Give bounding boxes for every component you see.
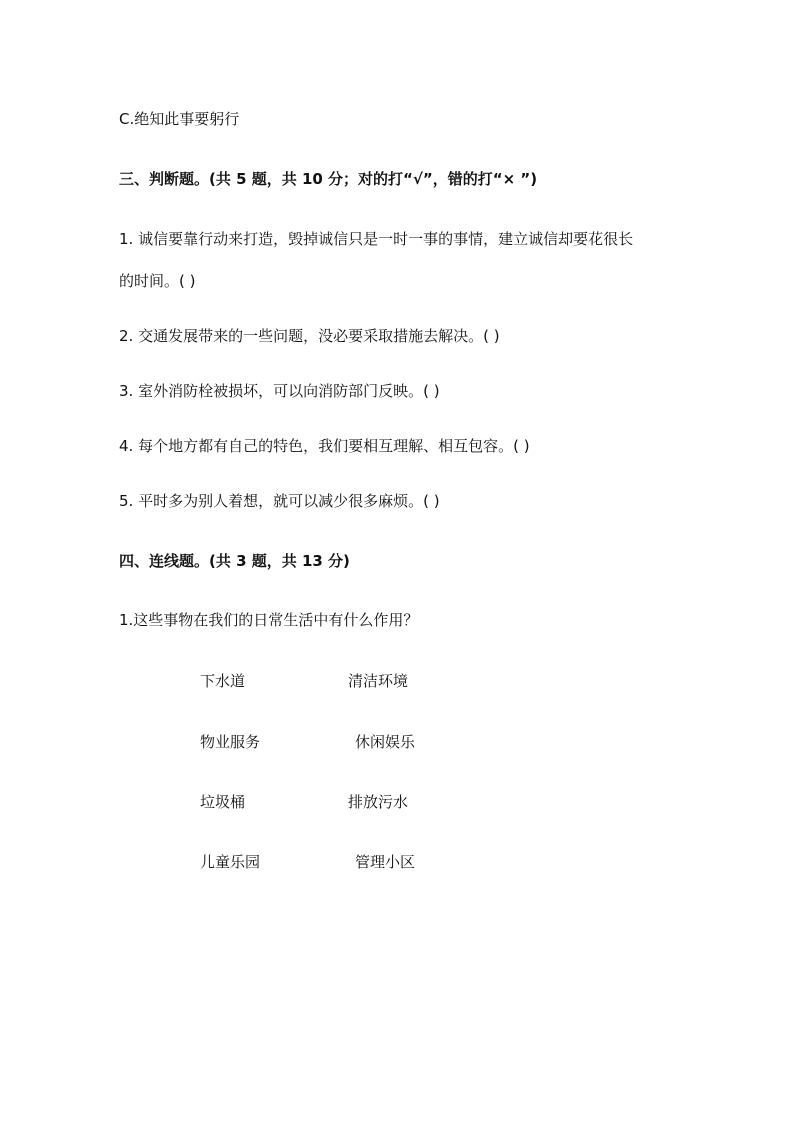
judgment-item-4: 4. 每个地方都有自己的特色，我们要相互理解、相互包容。( ) xyxy=(119,437,530,455)
matching-right-item: 排放污水 xyxy=(348,793,409,811)
section-4-heading: 四、连线题。(共 3 题，共 13 分) xyxy=(119,552,350,570)
matching-left-item: 垃圾桶 xyxy=(200,793,246,811)
previous-option-c: C.绝知此事要躬行 xyxy=(119,110,240,128)
matching-right-item: 管理小区 xyxy=(355,853,416,871)
matching-question-1: 1.这些事物在我们的日常生活中有什么作用？ xyxy=(119,611,419,629)
judgment-item-1-line-2: 的时间。( ) xyxy=(119,272,196,290)
judgment-item-1-line-1: 1. 诚信要靠行动来打造，毁掉诚信只是一时一事的事情，建立诚信却要花很长 xyxy=(119,230,634,248)
matching-left-item: 下水道 xyxy=(200,672,246,690)
section-3-heading: 三、判断题。(共 5 题，共 10 分；对的打“√”，错的打“× ”) xyxy=(119,170,538,188)
judgment-item-5: 5. 平时多为别人着想，就可以减少很多麻烦。( ) xyxy=(119,492,440,510)
matching-left-item: 物业服务 xyxy=(200,733,261,751)
judgment-item-2: 2. 交通发展带来的一些问题，没必要采取措施去解决。( ) xyxy=(119,327,500,345)
matching-right-item: 清洁环境 xyxy=(348,672,409,690)
matching-right-item: 休闲娱乐 xyxy=(355,733,416,751)
judgment-item-3: 3. 室外消防栓被损坏，可以向消防部门反映。( ) xyxy=(119,382,440,400)
matching-left-item: 儿童乐园 xyxy=(200,853,261,871)
